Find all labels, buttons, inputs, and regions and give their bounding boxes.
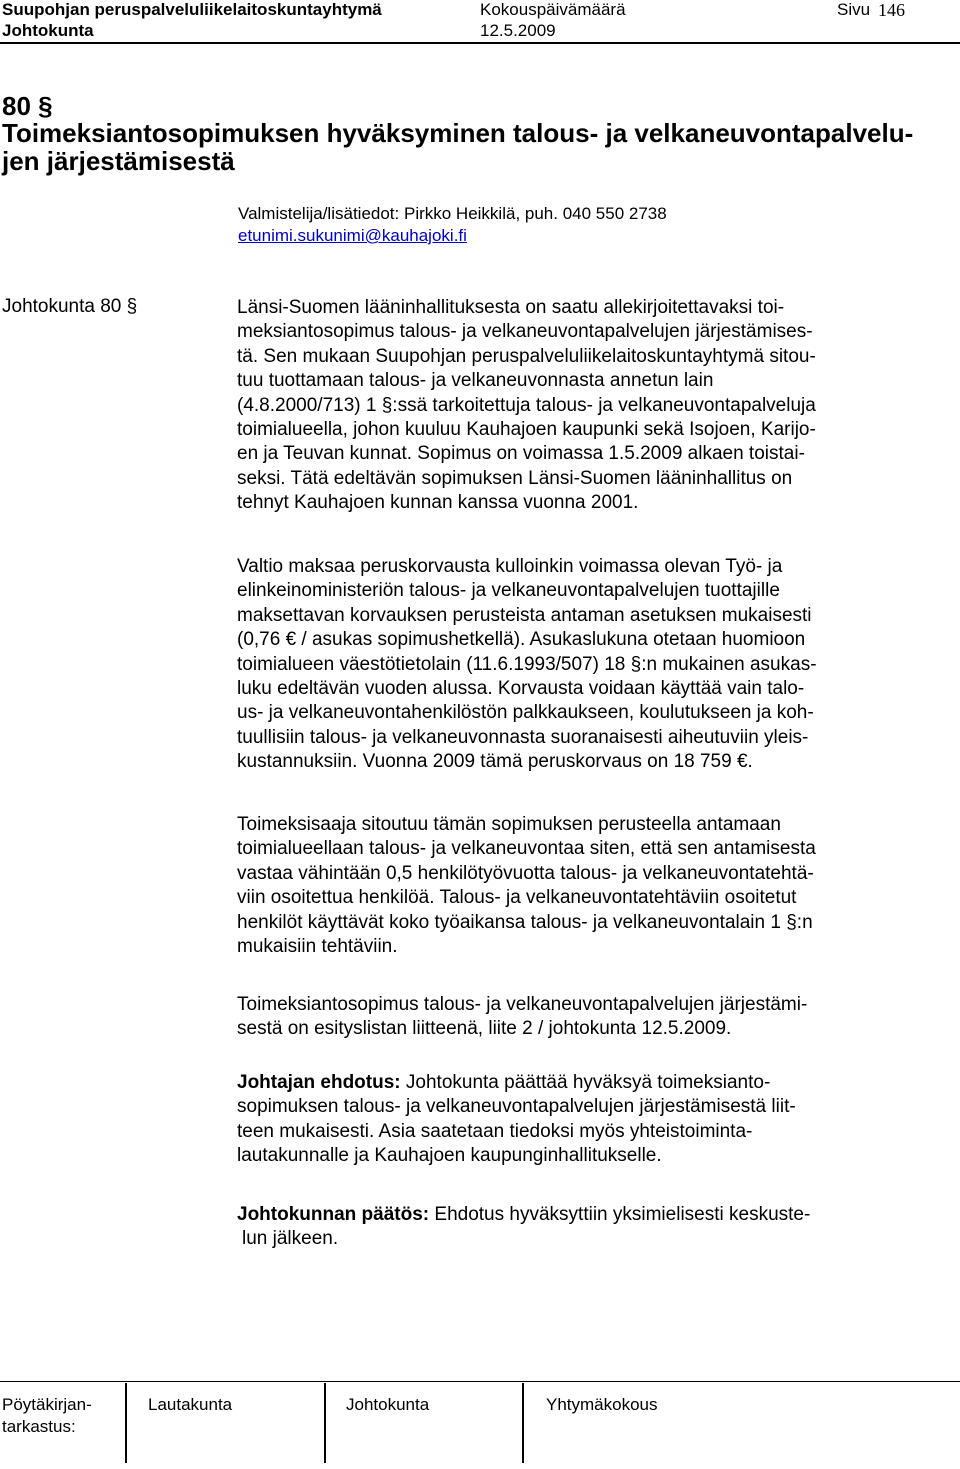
agenda-reference: Johtokunta 80 § xyxy=(2,296,138,317)
text-line: us- ja velkaneuvontahenkilöstön palkkaukseen, koulutukseen ja koh- xyxy=(237,702,814,724)
preparer-email-row xyxy=(238,226,467,246)
text-line: tä. Sen mukaan Suupohjan peruspalveluliikelaitoskuntayhtymä sitou- xyxy=(237,345,816,367)
text-line: seksi. Tätä edeltävän sopimuksen Länsi-Suomen lääninhallitus on xyxy=(237,467,793,489)
decision-text: Ehdotus hyväksyttiin yksimielisesti keskuste- xyxy=(429,1204,811,1225)
footer-board-label: Lautakunta xyxy=(148,1395,233,1414)
text-line: Toimeksisaaja sitoutuu tämän sopimuksen perusteella antamaan xyxy=(237,814,781,835)
text-line: Valtio maksaa peruskorvausta kulloinkin voimassa olevan Työ- ja xyxy=(237,556,783,577)
text-line: tehnyt Kauhajoen kunnan kanssa vuonna 2001. xyxy=(237,492,639,514)
text-line: sopimuksen talous- ja velkaneuvontapalvelujen järjestämisestä liit- xyxy=(237,1096,796,1118)
footer-separator xyxy=(125,1383,127,1463)
header-page-label: Sivu xyxy=(837,0,871,19)
text-line: en ja Teuvan kunnat. Sopimus on voimassa 1.5.2009 alkaen toistai- xyxy=(237,443,805,465)
footer-separator xyxy=(522,1383,524,1463)
text-line: meksiantosopimus talous- ja velkaneuvontapalvelujen järjestämises- xyxy=(237,321,813,343)
text-line xyxy=(237,1203,937,1227)
paragraph-obligations xyxy=(237,813,937,959)
text-line: vastaa vähintään 0,5 henkilötyövuotta talous- ja velkaneuvontatehtä- xyxy=(237,862,814,884)
text-line xyxy=(237,1071,937,1095)
text-line: tuullisiin talous- ja velkaneuvonnasta suoranaisesti aiheutuviin yleis- xyxy=(237,726,809,748)
text-line: lun jälkeen. xyxy=(242,1228,339,1250)
paragraph-attachment xyxy=(237,993,937,1042)
paragraph-proposal xyxy=(237,1071,937,1169)
text-line: mukaisiin tehtäviin. xyxy=(237,936,398,958)
header-organization: Suupohjan peruspalveluliikelaitoskuntayhtymä xyxy=(2,0,382,19)
footer-divider xyxy=(0,1381,960,1382)
text-line: teen mukaisesti. Asia saatetaan tiedoksi myös yhteistoiminta- xyxy=(237,1120,753,1142)
text-line: toimialueellaan talous- ja velkaneuvontaa siten, että sen antamisesta xyxy=(237,838,816,860)
preparer-email-link[interactable]: etunimi.sukunimi@kauhajoki.fi xyxy=(238,226,467,245)
header-page-number: 146 xyxy=(878,0,905,20)
section-title-line-2: jen järjestämisestä xyxy=(2,146,235,176)
text-line: kustannuksiin. Vuonna 2009 tämä peruskorvaus on 18 759 €. xyxy=(237,751,753,773)
text-line: maksettavan korvauksen perusteista antaman asetuksen mukaisesti xyxy=(237,604,812,626)
header-body: Johtokunta xyxy=(2,21,94,40)
paragraph-decision xyxy=(237,1203,937,1252)
header-meeting-date-label: Kokouspäivämäärä xyxy=(480,0,626,19)
footer-minutes-check-label: Pöytäkirjan- xyxy=(2,1395,92,1414)
text-line: toimialueella, johon kuuluu Kauhajoen kaupunki sekä Isojoen, Karijo- xyxy=(237,419,816,441)
section-number: 80 § xyxy=(2,91,53,121)
decision-label: Johtokunnan päätös: xyxy=(237,1204,430,1225)
header-divider xyxy=(0,42,960,44)
text-line: tuu tuottamaan talous- ja velkaneuvonnasta annetun lain xyxy=(237,370,714,392)
text-line: (4.8.2000/713) 1 §:ssä tarkoitettuja talous- ja velkaneuvontapalveluja xyxy=(237,394,816,416)
paragraph-compensation xyxy=(237,555,937,775)
footer-assembly-label: Yhtymäkokous xyxy=(546,1395,658,1414)
footer-executive-board-label: Johtokunta xyxy=(346,1395,430,1414)
proposal-text: Johtokunta päättää hyväksyä toimeksianto- xyxy=(400,1072,771,1093)
preparer-info: Valmistelija/lisätiedot: Pirkko Heikkilä, puh. 040 550 2738 xyxy=(238,204,667,223)
header-meeting-date: 12.5.2009 xyxy=(480,21,556,40)
text-line: Länsi-Suomen lääninhallituksesta on saatu allekirjoitettavaksi toi- xyxy=(237,297,785,318)
section-title-line-1: Toimeksiantosopimuksen hyväksyminen talous- ja velkaneuvontapalvelu- xyxy=(2,118,914,148)
text-line: (0,76 € / asukas sopimushetkellä). Asukaslukuna otetaan huomioon xyxy=(237,629,806,651)
text-line: henkilöt käyttävät koko työaikansa talous- ja velkaneuvontalain 1 §:n xyxy=(237,911,813,933)
text-line: Toimeksiantosopimus talous- ja velkaneuvontapalvelujen järjestämi- xyxy=(237,994,808,1015)
paragraph-background xyxy=(237,296,937,516)
text-line: toimialueen väestötietolain (11.6.1993/507) 18 §:n mukainen asukas- xyxy=(237,653,817,675)
footer-separator xyxy=(324,1383,326,1463)
text-line: sestä on esityslistan liitteenä, liite 2 / johtokunta 12.5.2009. xyxy=(237,1018,732,1040)
text-line: luku edeltävän vuoden alussa. Korvausta voidaan käyttää vain talo- xyxy=(237,678,805,700)
text-line: viin osoitettua henkilöä. Talous- ja velkaneuvontatehtäviin osoitetut xyxy=(237,887,797,909)
text-line: lautakunnalle ja Kauhajoen kaupunginhallitukselle. xyxy=(237,1145,662,1167)
proposal-label: Johtajan ehdotus: xyxy=(237,1072,401,1093)
footer-minutes-check-label-2: tarkastus: xyxy=(2,1417,76,1436)
text-line: elinkeinoministeriön talous- ja velkaneuvontapalvelujen tuottajille xyxy=(237,580,780,602)
